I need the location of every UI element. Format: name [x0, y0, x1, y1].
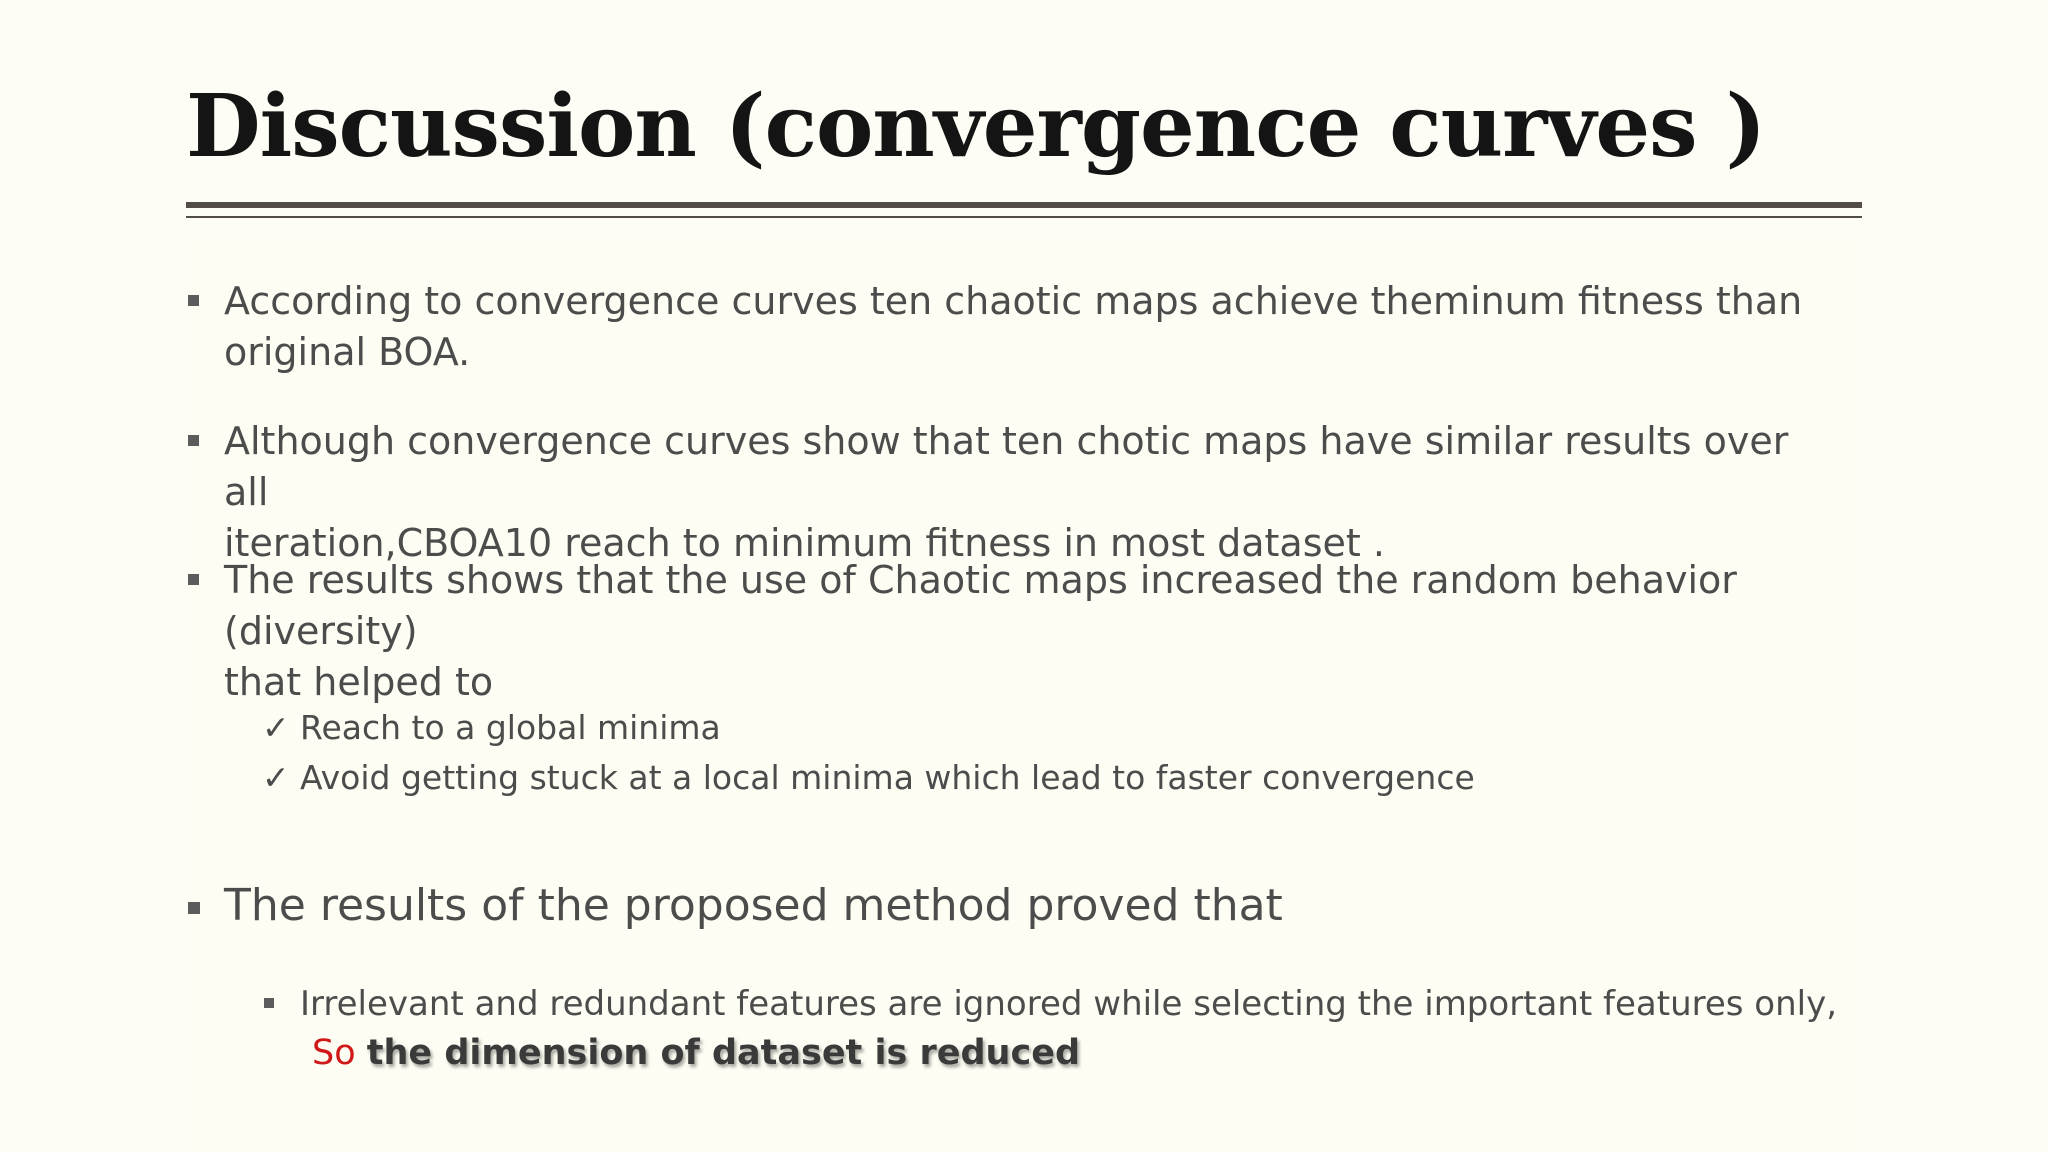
bullet-text	[224, 416, 1836, 569]
checkmark-icon: ✓	[262, 708, 290, 747]
bullet-line: Although convergence curves show that ten chotic maps have similar results over all	[224, 419, 1789, 514]
square-bullet-icon	[188, 574, 199, 585]
sub-bullet-text: Irrelevant and redundant features are ignored while selecting the important features only,	[300, 984, 1838, 1024]
bullet-text	[224, 276, 1836, 378]
bullet-line: that helped to	[224, 660, 494, 704]
bullet-text	[224, 555, 1836, 708]
checklist-text: Avoid getting stuck at a local minima which lead to faster convergence	[300, 758, 1475, 797]
title-divider-thick	[186, 202, 1862, 208]
conclusion-emphasis: the dimension of dataset is reduced	[366, 1033, 1080, 1073]
conclusion-line	[312, 1028, 1080, 1078]
title-divider-thin	[186, 216, 1862, 218]
bullet-line: The results shows that the use of Chaotic maps increased the random behavior (diversity)	[224, 558, 1737, 653]
checklist-item	[262, 707, 721, 749]
conclusion-prefix: So	[312, 1033, 356, 1073]
bullet-line: iteration,CBOA10 reach to minimum fitness in most dataset .	[224, 521, 1385, 565]
slide-title: Discussion (convergence curves )	[186, 76, 1766, 177]
square-bullet-icon	[188, 295, 199, 306]
square-bullet-icon	[188, 902, 200, 914]
square-bullet-icon	[188, 435, 199, 446]
bullet-line: According to convergence curves ten chaotic maps achieve theminum fitness than	[224, 279, 1803, 323]
checkmark-icon: ✓	[262, 758, 290, 797]
checklist-text: Reach to a global minima	[300, 708, 721, 747]
checklist-item	[262, 757, 1475, 799]
bullet-text: The results of the proposed method proved that	[224, 880, 1283, 931]
square-bullet-icon	[264, 998, 274, 1008]
bullet-line: original BOA.	[224, 330, 471, 374]
